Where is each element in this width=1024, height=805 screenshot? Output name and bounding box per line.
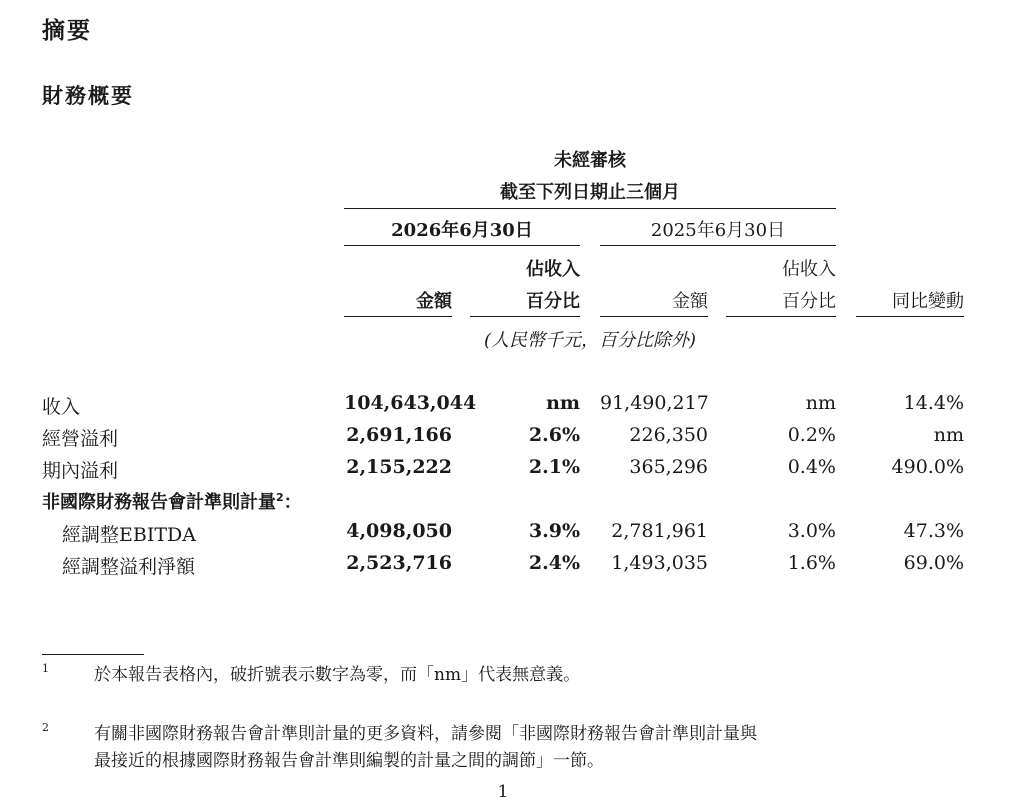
cell-cur-pct: nm: [546, 392, 580, 414]
header-rule-top: [344, 208, 836, 209]
unit-note: (人民幣千元，百分比除外): [483, 330, 697, 351]
cell-cur-pct: 2.1%: [528, 456, 580, 478]
cell-prior-amount: 365,296: [629, 456, 708, 478]
header-period-prior: 2025年6月30日: [650, 220, 786, 241]
cell-cur-pct: 3.9%: [528, 520, 580, 542]
header-period-current: 2026年6月30日: [391, 220, 533, 241]
row-label-revenue: 收入: [42, 396, 81, 418]
cell-prior-pct: 3.0%: [787, 520, 836, 542]
cell-cur-amount: 2,155,222: [346, 456, 452, 478]
footnote-number: 2: [42, 721, 49, 734]
cell-prior-pct: 0.2%: [787, 424, 836, 446]
header-yoy: 同比變動: [892, 291, 964, 312]
cell-prior-pct: 1.6%: [787, 552, 836, 574]
cell-cur-pct: 2.4%: [528, 552, 580, 574]
section-title: 財務概要: [42, 84, 134, 108]
non-ifrs-label: 非國際財務報告會計準則計量: [42, 492, 276, 513]
header-amount-prior: 金額: [672, 291, 708, 312]
header-rule-amt-cur: [344, 316, 452, 317]
header-unaudited: 未經審核: [554, 150, 626, 171]
footnote-text: 於本報告表格內，破折號表示數字為零，而「nm」代表無意義。: [94, 665, 581, 685]
cell-prior-amount: 2,781,961: [611, 520, 708, 542]
cell-yoy: 490.0%: [891, 456, 964, 478]
footnote-number: 1: [42, 662, 49, 675]
row-label-period-profit: 期內溢利: [42, 460, 119, 482]
cell-cur-amount: 2,691,166: [346, 424, 452, 446]
footnote-text: 最接近的根據國際財務報告會計準則編製的計量之間的調節」一節。: [94, 751, 604, 771]
header-period-desc: 截至下列日期止三個月: [500, 182, 680, 203]
header-pct-line2-prior: 百分比: [782, 291, 836, 312]
cell-prior-pct: nm: [805, 392, 836, 414]
header-pct-line1-prior: 佔收入: [782, 259, 836, 280]
header-pct-line2-current: 百分比: [526, 291, 580, 312]
header-rule-current: [344, 245, 580, 246]
cell-cur-amount: 2,523,716: [346, 552, 452, 574]
non-ifrs-heading: [42, 488, 302, 514]
cell-prior-amount: 91,490,217: [600, 392, 709, 414]
cell-yoy: nm: [933, 424, 964, 446]
cell-yoy: 47.3%: [903, 520, 964, 542]
row-label-operating-profit: 經營溢利: [42, 428, 119, 450]
header-pct-line1-current: 佔收入: [526, 259, 580, 280]
header-rule-prior: [600, 245, 836, 246]
cell-cur-amount: 4,098,050: [346, 520, 452, 542]
row-label-adjusted-net-profit: 經調整溢利淨額: [62, 556, 196, 578]
header-rule-pct-prior: [726, 316, 836, 317]
header-rule-amt-prior: [600, 316, 708, 317]
header-amount-current: 金額: [416, 291, 452, 312]
page-title: 摘要: [42, 18, 92, 44]
row-label-adjusted-ebitda: 經調整EBITDA: [62, 524, 196, 546]
footnote-separator: [42, 654, 144, 655]
cell-prior-amount: 1,493,035: [611, 552, 708, 574]
non-ifrs-colon: ：: [283, 492, 302, 513]
cell-prior-amount: 226,350: [629, 424, 708, 446]
footnote-text: 有關非國際財務報告會計準則計量的更多資料，請參閱「非國際財務報告會計準則計量與: [94, 724, 757, 744]
header-rule-pct-cur: [470, 316, 580, 317]
footnote-ref-2: 2: [276, 491, 284, 504]
header-rule-yoy: [856, 316, 964, 317]
cell-yoy: 69.0%: [903, 552, 964, 574]
page-number: 1: [497, 782, 509, 802]
cell-yoy: 14.4%: [903, 392, 964, 414]
cell-cur-pct: 2.6%: [528, 424, 580, 446]
cell-cur-amount: 104,643,044: [344, 392, 477, 414]
cell-prior-pct: 0.4%: [787, 456, 836, 478]
